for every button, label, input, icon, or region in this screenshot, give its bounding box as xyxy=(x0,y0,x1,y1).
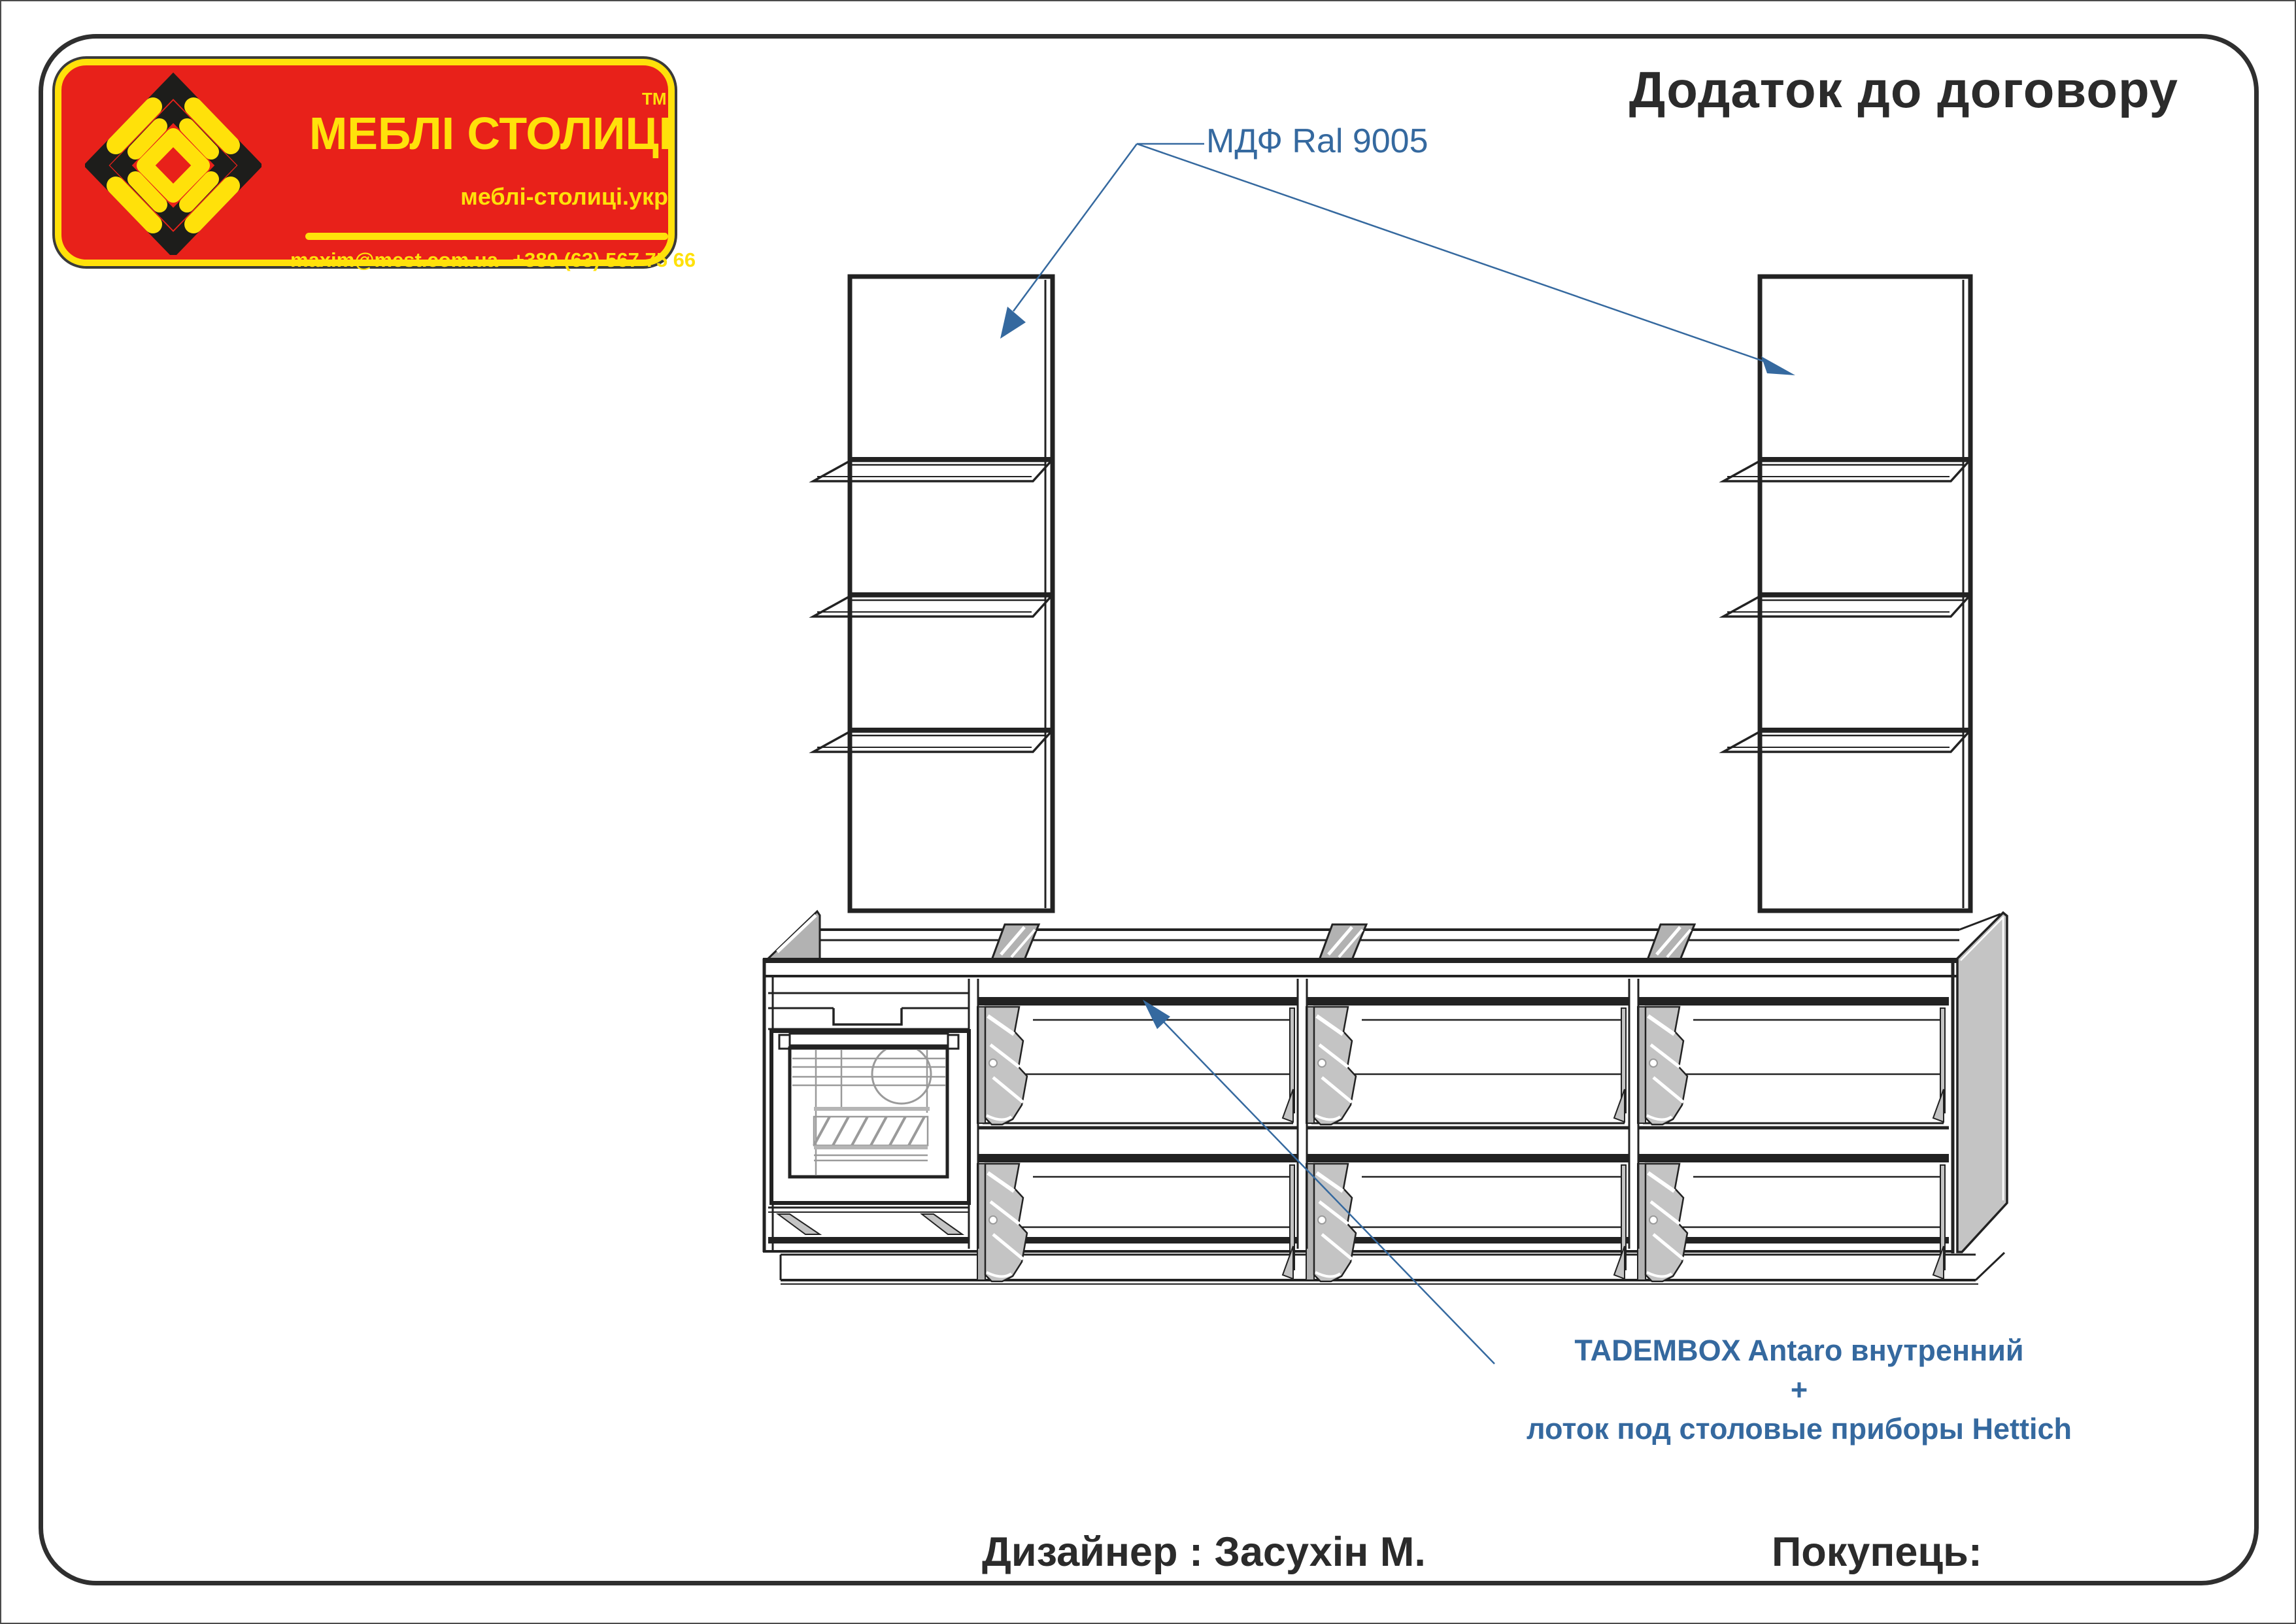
drawer-sections xyxy=(977,997,1949,1281)
buyer-label: Покупець: xyxy=(1772,1529,1982,1575)
left-wall-cabinet-drawing xyxy=(813,277,1053,911)
diamond-logo-icon xyxy=(85,72,262,255)
oven-bottom-bracket-left xyxy=(778,1214,820,1234)
tandembox-annotation-line2: + xyxy=(1790,1373,1808,1406)
company-logo-card xyxy=(55,59,696,271)
oven-bottom-bracket-right xyxy=(922,1214,962,1234)
mdf-arrow-right xyxy=(1761,356,1795,375)
right-side-panel xyxy=(1957,913,2007,1252)
oven-handle-bar xyxy=(790,1034,948,1045)
tandembox-annotation-line3: лоток под столовые приборы Hettich xyxy=(1527,1412,2072,1446)
mdf-material-annotation: МДФ Ral 9005 xyxy=(1206,122,1428,160)
right-wall-cabinet-drawing xyxy=(1723,277,1970,911)
contact-line xyxy=(290,248,696,272)
mdf-arrow-left xyxy=(1000,307,1026,339)
designer-label: Дизайнер : Засухін М. xyxy=(982,1529,1426,1575)
contact-email: maxim@mest.com.ua xyxy=(290,248,498,271)
brand-name: МЕБЛІ СТОЛИЦІ xyxy=(309,108,672,159)
logo-divider-line xyxy=(305,233,668,240)
trademark-mark: ТМ xyxy=(642,89,667,109)
brand-website: меблі-столиці.укр xyxy=(460,183,668,210)
oven-drawing xyxy=(768,993,970,1243)
contact-phone: +380 (63) 567 75 66 xyxy=(512,248,696,271)
oven-handle-recess xyxy=(834,1008,902,1024)
page-title: Додаток до договору xyxy=(1629,61,2178,118)
tandembox-annotation-line1: TADEMBOX Antaro внутренний xyxy=(1574,1334,2024,1367)
mdf-leader-lines xyxy=(1000,144,1795,375)
tandembox-annotation xyxy=(1479,1331,2119,1449)
